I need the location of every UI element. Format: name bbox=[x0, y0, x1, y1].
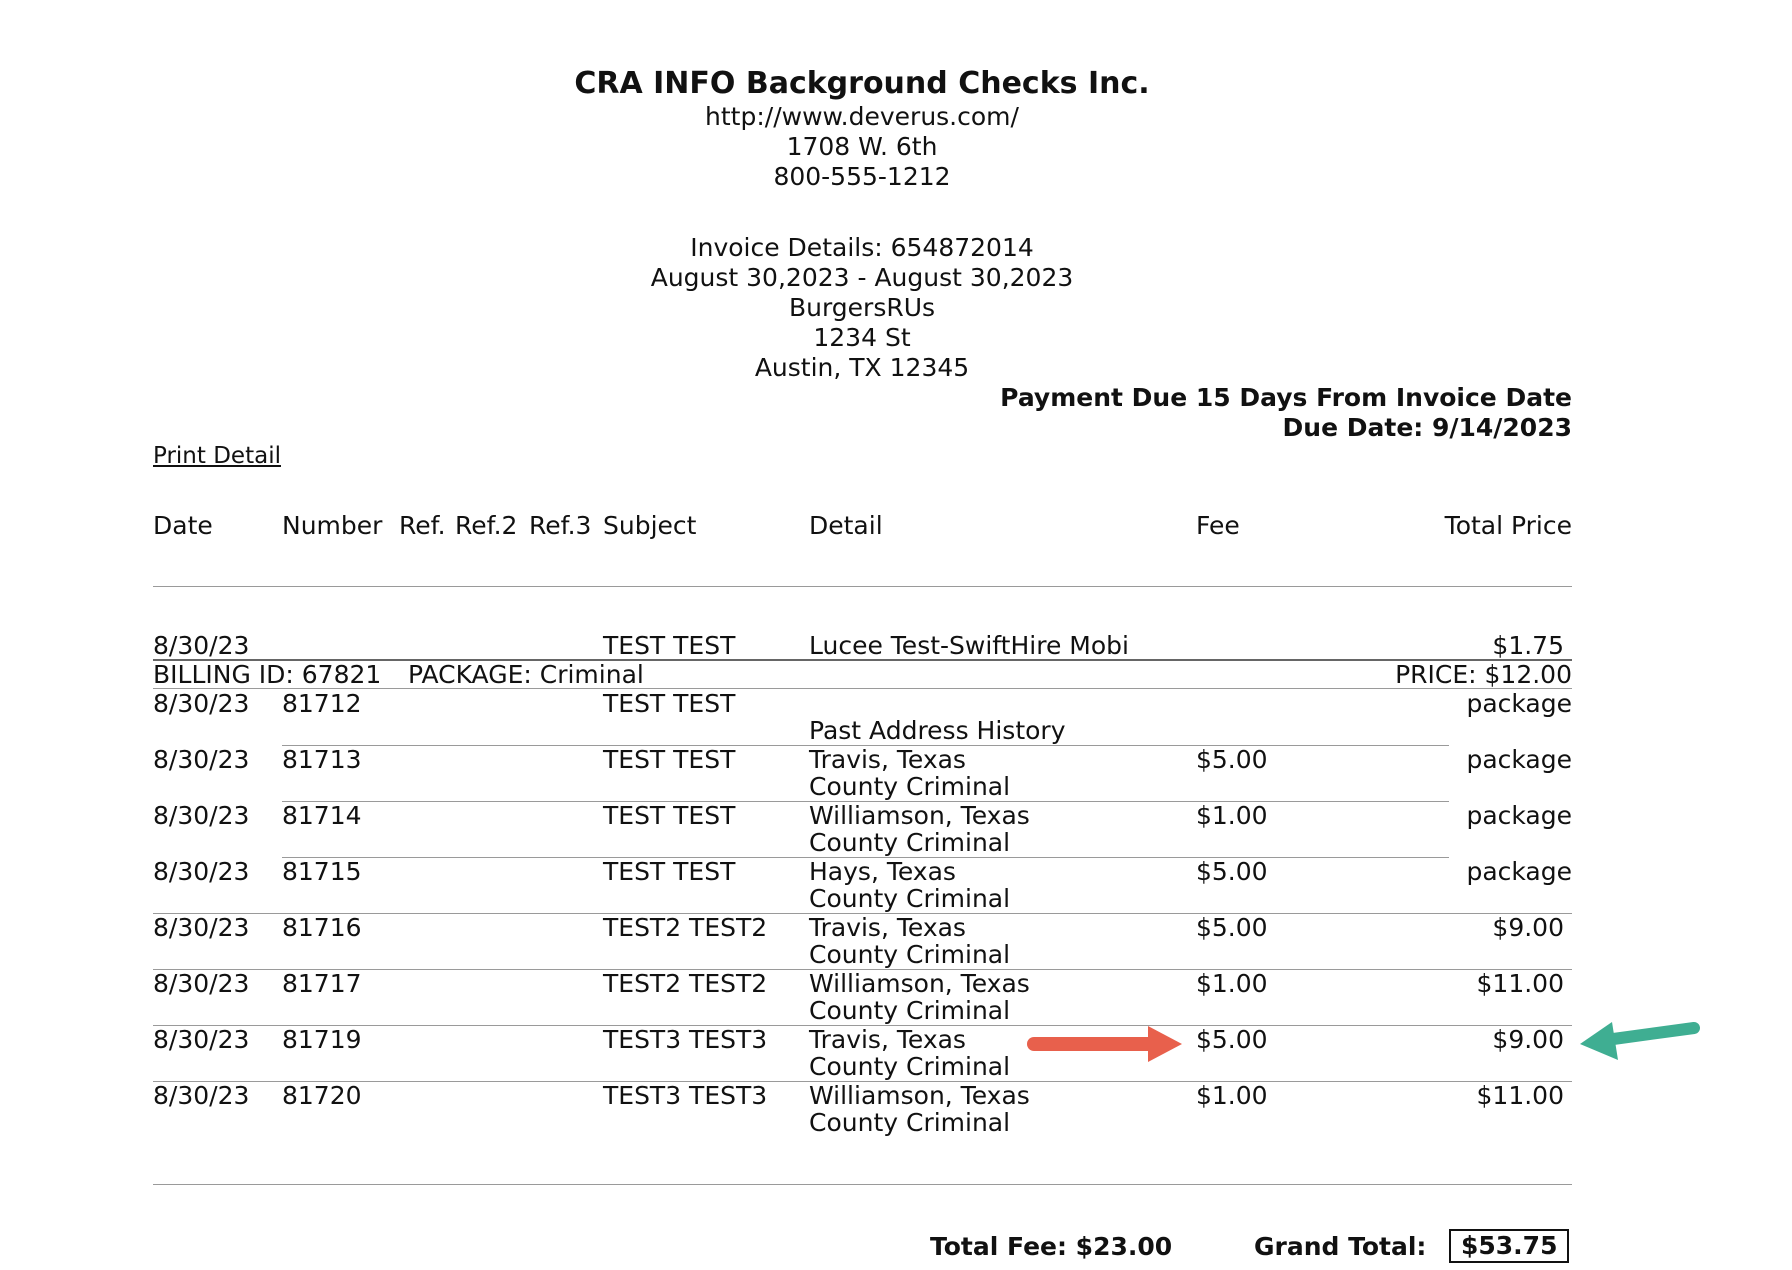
cell-date: 8/30/23 bbox=[153, 1081, 250, 1110]
cell-subject: TEST TEST bbox=[603, 857, 736, 886]
billing-package: PACKAGE: Criminal bbox=[408, 660, 644, 689]
arrow-right-icon bbox=[1020, 1020, 1190, 1064]
cell-detail: Lucee Test-SwiftHire Mobi bbox=[809, 631, 1129, 660]
cell-detail-location: Williamson, Texas bbox=[809, 969, 1030, 998]
cell-detail-type: County Criminal bbox=[809, 772, 1011, 801]
cell-detail-location: Travis, Texas bbox=[809, 913, 966, 942]
header-date: Date bbox=[153, 511, 213, 540]
cell-total: $9.00 bbox=[1492, 1025, 1564, 1054]
cell-subject: TEST3 TEST3 bbox=[603, 1081, 768, 1110]
cell-subject: TEST3 TEST3 bbox=[603, 1025, 768, 1054]
cell-total: package bbox=[1466, 801, 1572, 830]
header-divider bbox=[153, 586, 1572, 587]
header-subject: Subject bbox=[603, 511, 697, 540]
grand-total-label: Grand Total: bbox=[1254, 1232, 1427, 1261]
cell-detail-type: County Criminal bbox=[809, 940, 1011, 969]
header-ref2: Ref.2 bbox=[455, 511, 518, 540]
cell-subject: TEST TEST bbox=[603, 689, 736, 718]
cell-number: 81712 bbox=[282, 689, 362, 718]
cell-date: 8/30/23 bbox=[153, 745, 250, 774]
cell-subject: TEST TEST bbox=[603, 631, 736, 660]
cell-fee: $1.00 bbox=[1196, 969, 1268, 998]
cell-number: 81714 bbox=[282, 801, 362, 830]
header-ref: Ref. bbox=[399, 511, 446, 540]
cell-total: package bbox=[1466, 745, 1572, 774]
billing-id: BILLING ID: 67821 bbox=[153, 660, 382, 689]
cell-detail-type: Past Address History bbox=[809, 716, 1066, 745]
cell-detail-type: County Criminal bbox=[809, 996, 1011, 1025]
cell-total: package bbox=[1466, 689, 1572, 718]
total-fee: Total Fee: $23.00 bbox=[930, 1232, 1173, 1261]
billing-price: PRICE: $12.00 bbox=[1395, 660, 1572, 689]
cell-fee: $1.00 bbox=[1196, 801, 1268, 830]
cell-total: package bbox=[1466, 857, 1572, 886]
cell-detail-type: County Criminal bbox=[809, 828, 1011, 857]
invoice-details: Invoice Details: 654872014 bbox=[690, 233, 1034, 262]
due-date: Due Date: 9/14/2023 bbox=[1282, 413, 1572, 442]
cell-detail-location: Williamson, Texas bbox=[809, 1081, 1030, 1110]
cell-detail-type: County Criminal bbox=[809, 1052, 1011, 1081]
cell-detail-location: Travis, Texas bbox=[809, 1025, 966, 1054]
company-name: CRA INFO Background Checks Inc. bbox=[574, 66, 1150, 101]
header-total-price: Total Price bbox=[1444, 511, 1572, 540]
cell-number: 81717 bbox=[282, 969, 362, 998]
cell-detail-location: Hays, Texas bbox=[809, 857, 956, 886]
cell-number: 81719 bbox=[282, 1025, 362, 1054]
cell-number: 81716 bbox=[282, 913, 362, 942]
cell-date: 8/30/23 bbox=[153, 913, 250, 942]
cell-subject: TEST TEST bbox=[603, 745, 736, 774]
cell-number: 81715 bbox=[282, 857, 362, 886]
grand-total-value: $53.75 bbox=[1449, 1229, 1569, 1263]
cell-total: $11.00 bbox=[1476, 969, 1564, 998]
cell-date: 8/30/23 bbox=[153, 801, 250, 830]
cell-date: 8/30/23 bbox=[153, 631, 250, 660]
header-number: Number bbox=[282, 511, 383, 540]
cell-fee: $1.00 bbox=[1196, 1081, 1268, 1110]
company-phone: 800-555-1212 bbox=[773, 162, 951, 191]
client-city: Austin, TX 12345 bbox=[754, 353, 970, 382]
invoice-period: August 30,2023 - August 30,2023 bbox=[650, 263, 1074, 292]
cell-fee: $5.00 bbox=[1196, 857, 1268, 886]
cell-date: 8/30/23 bbox=[153, 969, 250, 998]
cell-total: $11.00 bbox=[1476, 1081, 1564, 1110]
print-detail-link[interactable]: Print Detail bbox=[153, 443, 281, 469]
client-name: BurgersRUs bbox=[788, 293, 936, 322]
cell-number: 81720 bbox=[282, 1081, 362, 1110]
cell-total: $1.75 bbox=[1492, 631, 1564, 660]
header-fee: Fee bbox=[1196, 511, 1240, 540]
cell-date: 8/30/23 bbox=[153, 857, 250, 886]
payment-terms: Payment Due 15 Days From Invoice Date bbox=[1000, 383, 1572, 412]
cell-detail-type: County Criminal bbox=[809, 884, 1011, 913]
company-url: http://www.deverus.com/ bbox=[705, 102, 1019, 131]
header-ref3: Ref.3 bbox=[529, 511, 592, 540]
cell-detail-type: County Criminal bbox=[809, 1108, 1011, 1137]
cell-detail-location: Travis, Texas bbox=[809, 745, 966, 774]
company-address: 1708 W. 6th bbox=[786, 132, 938, 161]
client-street: 1234 St bbox=[813, 323, 911, 352]
cell-number: 81713 bbox=[282, 745, 362, 774]
cell-date: 8/30/23 bbox=[153, 1025, 250, 1054]
cell-subject: TEST2 TEST2 bbox=[603, 913, 768, 942]
row-divider bbox=[153, 688, 1572, 689]
arrow-left-icon bbox=[1576, 1016, 1706, 1066]
cell-date: 8/30/23 bbox=[153, 689, 250, 718]
cell-total: $9.00 bbox=[1492, 913, 1564, 942]
cell-detail-location: Williamson, Texas bbox=[809, 801, 1030, 830]
cell-fee: $5.00 bbox=[1196, 745, 1268, 774]
header-detail: Detail bbox=[809, 511, 883, 540]
footer-divider bbox=[153, 1184, 1572, 1185]
cell-subject: TEST2 TEST2 bbox=[603, 969, 768, 998]
cell-fee: $5.00 bbox=[1196, 913, 1268, 942]
cell-subject: TEST TEST bbox=[603, 801, 736, 830]
cell-fee: $5.00 bbox=[1196, 1025, 1268, 1054]
